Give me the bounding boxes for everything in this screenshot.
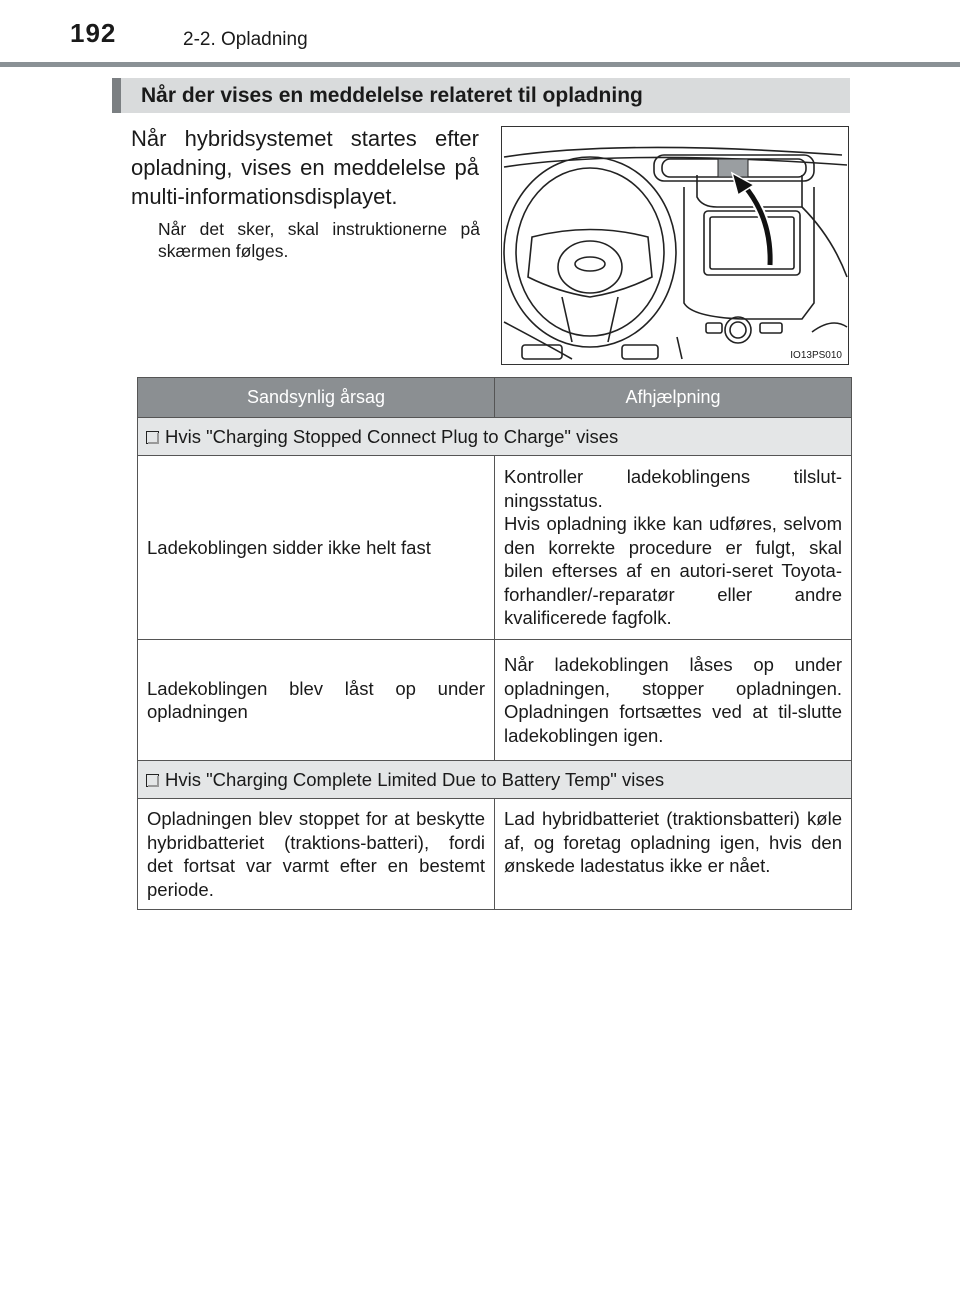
condition-text: Hvis "Charging Complete Limited Due to Battery Temp" vises [165,768,665,790]
checkbox-icon [146,774,159,787]
intro-paragraph: Når hybridsystemet startes efter opladning, vises en meddelelse på multi-informationsdisplayet. [131,126,479,209]
remedy-text: ningsstatus. Hvis opladning ikke kan udføres, selvom den korrekte procedure er fulgt, skal bilen efterses af en autori-seret Toyota-forhandler/-reparatør eller andre kvalificerede fagfolk. [504,489,842,629]
section-title: Når der vises en meddelelse relateret til opladning [141,84,643,107]
dashboard-illustration [501,126,849,365]
cause-cell: Ladekoblingen blev låst op under opladningen [138,640,495,761]
intro-note: Når det sker, skal instruktionerne på skærmen følges. [158,219,480,261]
header-divider [0,62,960,67]
table-row [138,456,852,640]
column-header-cause: Sandsynlig årsag [138,378,495,418]
condition-cell [138,418,852,456]
table-row [138,640,852,761]
cause-cell: Opladningen blev stoppet for at beskytte hybridbatteriet (traktions-batteri), fordi det fortsat var varmt efter en bestemt periode. [138,799,495,910]
remedy-line: Kontroller ladekoblingens tilslut- [504,466,842,488]
checkbox-icon [146,431,159,444]
table-header-row [138,378,852,418]
condition-text: Hvis "Charging Stopped Connect Plug to Charge" vises [165,425,619,447]
condition-cell [138,761,852,799]
cause-remedy-table [137,377,852,910]
dashboard-illustration-icon [502,127,849,365]
remedy-cell: Når ladekoblingen låses op under opladningen, stopper opladningen. Opladningen fortsættes ved at til-slutte ladekoblingen igen. [495,640,852,761]
chapter-title: 2-2. Opladning [183,29,308,50]
remedy-cell: Lad hybridbatteriet (traktionsbatteri) køle af, og foretag opladning igen, hvis den ønskede ladestatus ikke er nået. [495,799,852,910]
page-number: 192 [70,18,117,48]
condition-row [138,418,852,456]
table-row [138,799,852,910]
column-header-remedy: Afhjælpning [495,378,852,418]
cause-cell: Ladekoblingen sidder ikke helt fast [138,456,495,640]
section-heading-bar [112,78,850,113]
figure-code: IO13PS010 [790,350,842,361]
condition-row [138,761,852,799]
remedy-cell [495,456,852,640]
